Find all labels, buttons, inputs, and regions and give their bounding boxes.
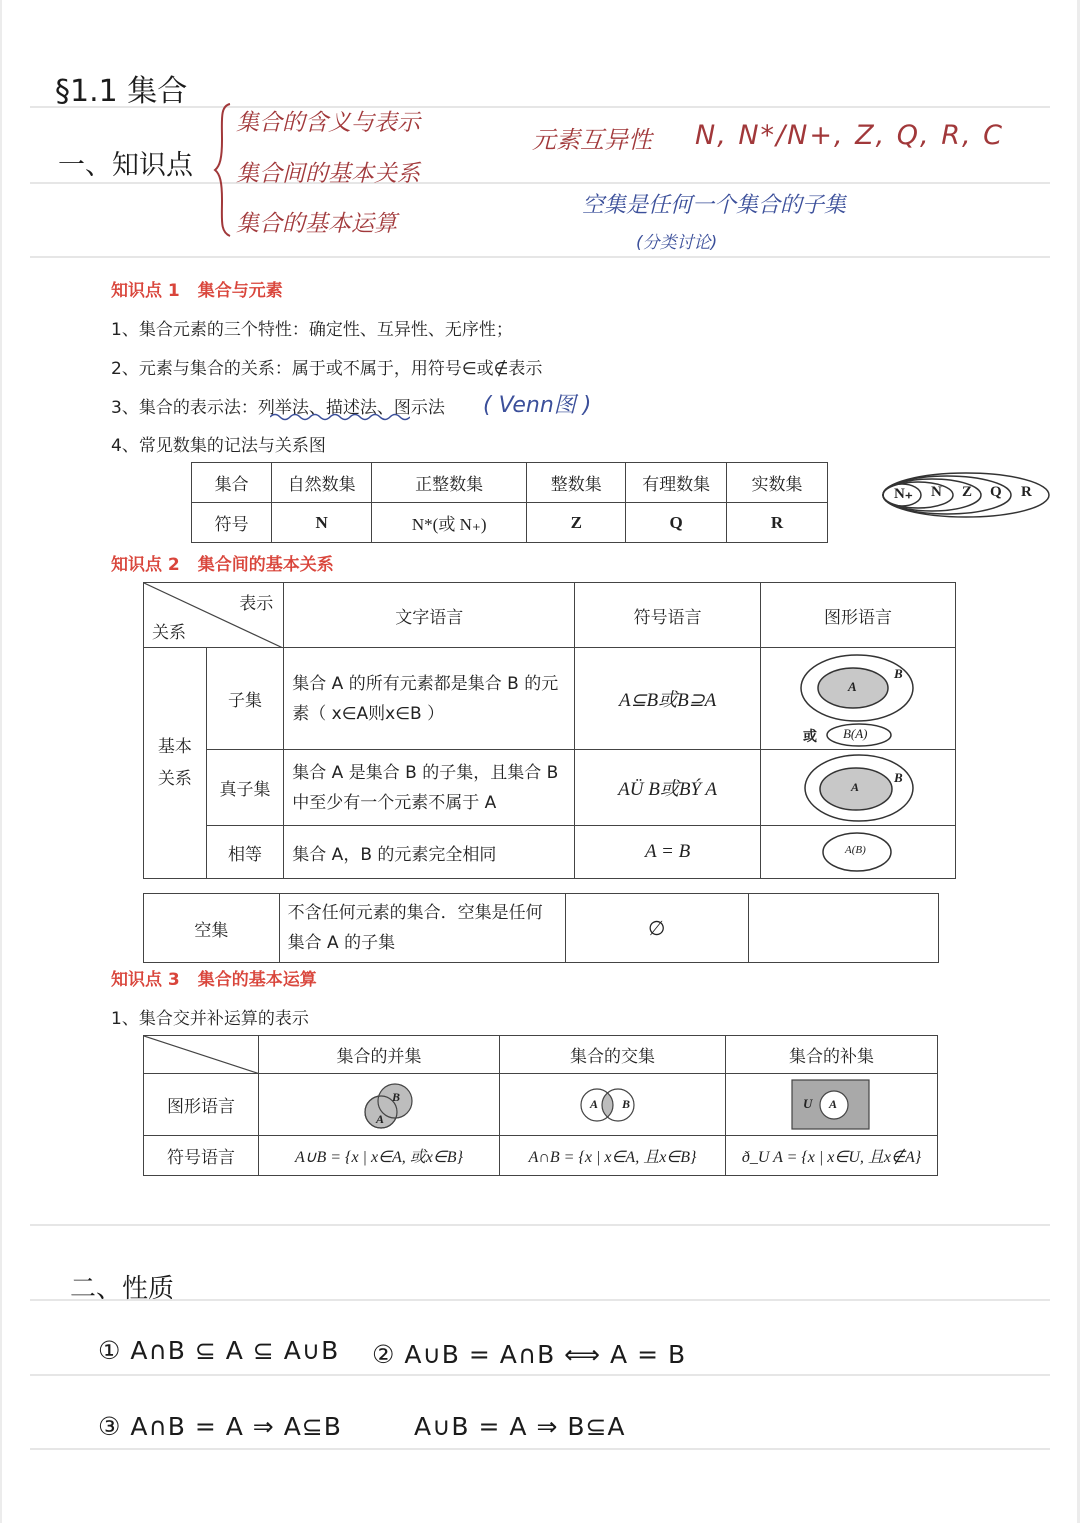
table-header-cell: 实数集 xyxy=(727,463,828,503)
table-header-cell: 文字语言 xyxy=(284,583,575,648)
set-label: N xyxy=(931,484,942,500)
ruled-line xyxy=(30,1374,1050,1376)
table-header-cell: 集合的并集 xyxy=(259,1036,500,1074)
kp1-item-3: 3、集合的表示法：列举法、描述法、图示法 xyxy=(111,398,445,418)
relation-text: 集合 A，B 的元素完全相同 xyxy=(284,826,575,879)
table-cell: N*(或 N₊) xyxy=(372,503,527,543)
table-header-cell: 整数集 xyxy=(527,463,626,503)
venn-annotation: ( Venn图 ) xyxy=(483,393,592,418)
page-heading: §1.1 集合 xyxy=(55,74,188,109)
kp2-title: 集合间的基本关系 xyxy=(197,555,334,575)
number-sets-table xyxy=(191,462,828,543)
complement-figure-cell xyxy=(726,1074,938,1136)
table-cell: Z xyxy=(527,503,626,543)
empty-set-text: 不含任何元素的集合．空集是任何集合 A 的子集 xyxy=(279,894,565,963)
relation-figure-cell xyxy=(760,826,955,879)
relation-name: 子集 xyxy=(206,648,283,750)
empty-set-table xyxy=(143,893,939,963)
venn-label: A(B) xyxy=(844,844,866,856)
kp3-number: 知识点 3 xyxy=(111,970,180,990)
set-label: R xyxy=(1021,484,1032,500)
kp1-heading xyxy=(111,276,283,301)
venn-label-u: U xyxy=(803,1096,813,1111)
set-operations-table xyxy=(143,1035,938,1176)
kp1-number: 知识点 1 xyxy=(111,281,180,301)
empty-set-symbol: ∅ xyxy=(565,894,748,963)
table-header-cell: 符号语言 xyxy=(575,583,761,648)
intersection-venn-icon xyxy=(500,1074,725,1135)
intersection-figure-cell xyxy=(500,1074,726,1136)
venn-label-inner: A xyxy=(847,679,857,694)
group-label: 基本关系 xyxy=(157,737,192,789)
table-header-cell: 自然数集 xyxy=(272,463,372,503)
empty-set-name: 空集 xyxy=(144,894,280,963)
venn-label-b: B xyxy=(392,1090,401,1104)
note-distinctness: 元素互异性 xyxy=(532,126,652,154)
curly-brace-icon xyxy=(212,100,234,240)
kp1-item-1: 1、集合元素的三个特性：确定性、互异性、无序性； xyxy=(111,320,513,340)
table-header-cell: 图形语言 xyxy=(760,583,955,648)
table-corner-cell xyxy=(144,583,284,648)
set-label: N₊ xyxy=(894,486,913,502)
set-relations-table xyxy=(143,582,956,879)
table-header-cell: 正整数集 xyxy=(372,463,527,503)
note-empty-set: 空集是任何一个集合的子集 xyxy=(582,193,847,218)
set-label: Q xyxy=(990,484,1002,500)
union-figure-cell xyxy=(259,1074,500,1136)
kp3-item-1: 1、集合交并补运算的表示 xyxy=(111,1009,309,1029)
venn-label-a: A xyxy=(590,1097,599,1111)
venn-label-inner: A xyxy=(850,780,859,794)
row-label: 图形语言 xyxy=(144,1074,259,1136)
group-label-cell xyxy=(144,648,207,879)
property-3b: A∪B = A ⇒ B⊆A xyxy=(414,1412,626,1441)
relation-symbol: AÜ B或BÝ A xyxy=(575,750,761,826)
outline-item: 集合间的基本关系 xyxy=(236,161,420,187)
corner-label-top: 表示 xyxy=(239,594,274,614)
complement-symbol: ð_U A = {x | x∈U, 且x∉A} xyxy=(726,1136,938,1176)
relation-name: 真子集 xyxy=(206,750,283,826)
page-edge xyxy=(0,0,2,1523)
corner-label-bottom: 关系 xyxy=(152,623,186,643)
set-label: Z xyxy=(962,484,973,500)
table-cell: Q xyxy=(626,503,727,543)
ruled-line xyxy=(30,256,1050,258)
table-header-cell: 集合 xyxy=(192,463,272,503)
note-number-sets: N, N*/N+, Z, Q, R, C xyxy=(695,120,1004,151)
kp3-title: 集合的基本运算 xyxy=(197,970,317,990)
table-cell: N xyxy=(272,503,372,543)
property-1: ① A∩B ⊆ A ⊆ A∪B xyxy=(98,1336,340,1365)
relation-symbol: A = B xyxy=(575,826,761,879)
venn-label-outer: B xyxy=(893,666,903,681)
ruled-line xyxy=(30,182,1050,184)
wavy-underline-icon xyxy=(270,412,410,422)
section-title-knowledge-points: 一、知识点 xyxy=(58,150,193,181)
kp1-item-2: 2、元素与集合的关系：属于或不属于，用符号∈或∉表示 xyxy=(111,359,543,379)
diagonal-line-icon xyxy=(144,1036,260,1074)
kp1-item-4: 4、常见数集的记法与关系图 xyxy=(111,436,326,456)
table-header-cell: 集合的补集 xyxy=(726,1036,938,1074)
relation-figure-cell xyxy=(760,750,955,826)
empty-set-figure xyxy=(748,894,938,963)
intersection-symbol: A∩B = {x | x∈A, 且x∈B} xyxy=(500,1136,726,1176)
outline-item: 集合的含义与表示 xyxy=(236,110,420,136)
relation-figure-cell xyxy=(760,648,955,750)
relation-text: 集合 A 的所有元素都是集合 B 的元素（ x∈A则x∈B ） xyxy=(284,648,575,750)
kp1-title: 集合与元素 xyxy=(197,281,283,301)
venn-label-alt: B(A) xyxy=(842,726,868,741)
table-header-cell: 集合的交集 xyxy=(500,1036,726,1074)
relation-symbol: A⊆B或B⊇A xyxy=(575,648,761,750)
table-corner-cell xyxy=(144,1036,259,1074)
venn-label-b: B xyxy=(622,1097,631,1111)
table-header-cell: 有理数集 xyxy=(626,463,727,503)
property-3a: ③ A∩B = A ⇒ A⊆B xyxy=(98,1412,342,1441)
union-symbol: A∪B = {x | x∈A, 或x∈B} xyxy=(259,1136,500,1176)
kp2-number: 知识点 2 xyxy=(111,555,180,575)
or-label: 或 xyxy=(802,729,817,745)
venn-label-outer: B xyxy=(893,770,903,785)
ruled-line xyxy=(30,1224,1050,1226)
kp2-heading xyxy=(111,550,334,575)
relation-name: 相等 xyxy=(206,826,283,879)
outline-item: 集合的基本运算 xyxy=(236,211,397,237)
row-label: 符号语言 xyxy=(144,1136,259,1176)
venn-label-a: A xyxy=(829,1097,838,1111)
kp3-heading xyxy=(111,965,317,990)
relation-text: 集合 A 是集合 B 的子集，且集合 B 中至少有一个元素不属于 A xyxy=(284,750,575,826)
venn-label-a: A xyxy=(376,1112,385,1126)
ruled-line xyxy=(30,1299,1050,1301)
note-case-analysis: (分类讨论) xyxy=(636,233,718,253)
section-title-properties: 二、性质 xyxy=(70,1274,175,1304)
table-cell: 符号 xyxy=(192,503,272,543)
table-cell: R xyxy=(727,503,828,543)
property-2: ② A∪B = A∩B ⟺ A = B xyxy=(372,1340,687,1369)
ruled-line xyxy=(30,1448,1050,1450)
number-sets-nesting-diagram xyxy=(880,470,1052,520)
